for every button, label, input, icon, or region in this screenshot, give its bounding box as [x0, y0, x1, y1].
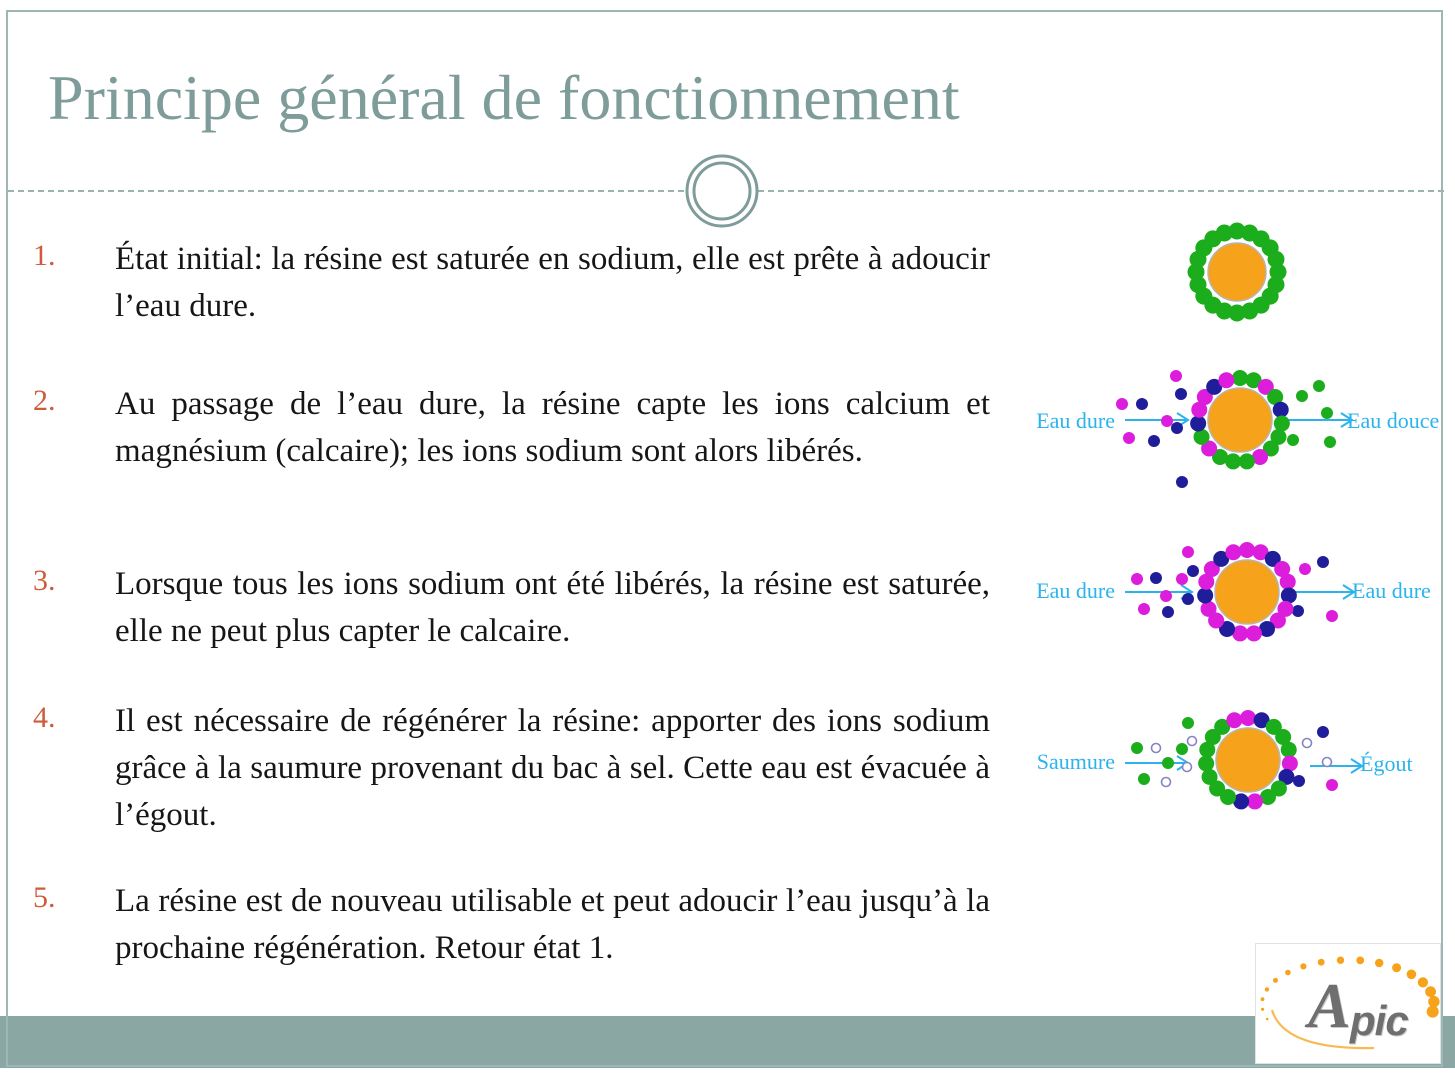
diagram2-right-label: Eau douce: [1347, 408, 1440, 433]
item-text: État initial: la résine est saturée en sodium, elle est prête à adoucir l’eau dure.: [115, 241, 990, 324]
item-text: Il est nécessaire de régénérer la résine: apporter des ions sodium grâce à la saumure provenant du bac à sel. Cette eau est évacuée à l’égout.: [115, 703, 990, 833]
item-number: 5.: [33, 881, 56, 914]
bottom-accent-bar: [0, 1016, 1455, 1068]
item-number: 1.: [33, 239, 56, 272]
diagram3-right-label: Eau dure: [1352, 578, 1431, 603]
diagram2-left-label: Eau dure: [1036, 408, 1115, 433]
logo-text-rest: pic: [1350, 997, 1408, 1044]
diagram4-right-label: Égout: [1360, 751, 1413, 776]
divider-line-right: [758, 190, 1444, 192]
diagram3-left-label: Eau dure: [1036, 578, 1115, 603]
diagram4-left-label: Saumure: [1036, 749, 1115, 774]
resin-diagram-state1: [1020, 197, 1445, 347]
apic-logo: [1255, 943, 1441, 1064]
item-number: 2.: [33, 384, 56, 417]
item-text: Au passage de l’eau dure, la résine capte les ions calcium et magnésium (calcaire); les ions sodium sont alors libérés.: [115, 386, 990, 469]
item-number: 3.: [33, 564, 56, 597]
logo-text-initial: A: [1308, 970, 1351, 1041]
item-number: 4.: [33, 701, 56, 734]
item-text: Lorsque tous les ions sodium ont été libérés, la résine est saturée, elle ne peut plus capter le calcaire.: [115, 566, 990, 649]
page-title: Principe général de fonctionnement: [48, 62, 960, 133]
item-text: La résine est de nouveau utilisable et peut adoucir l’eau jusqu’à la prochaine régénération. Retour état 1.: [115, 883, 990, 966]
circle-ornament-icon: [682, 151, 762, 231]
divider-line-left: [8, 190, 684, 192]
